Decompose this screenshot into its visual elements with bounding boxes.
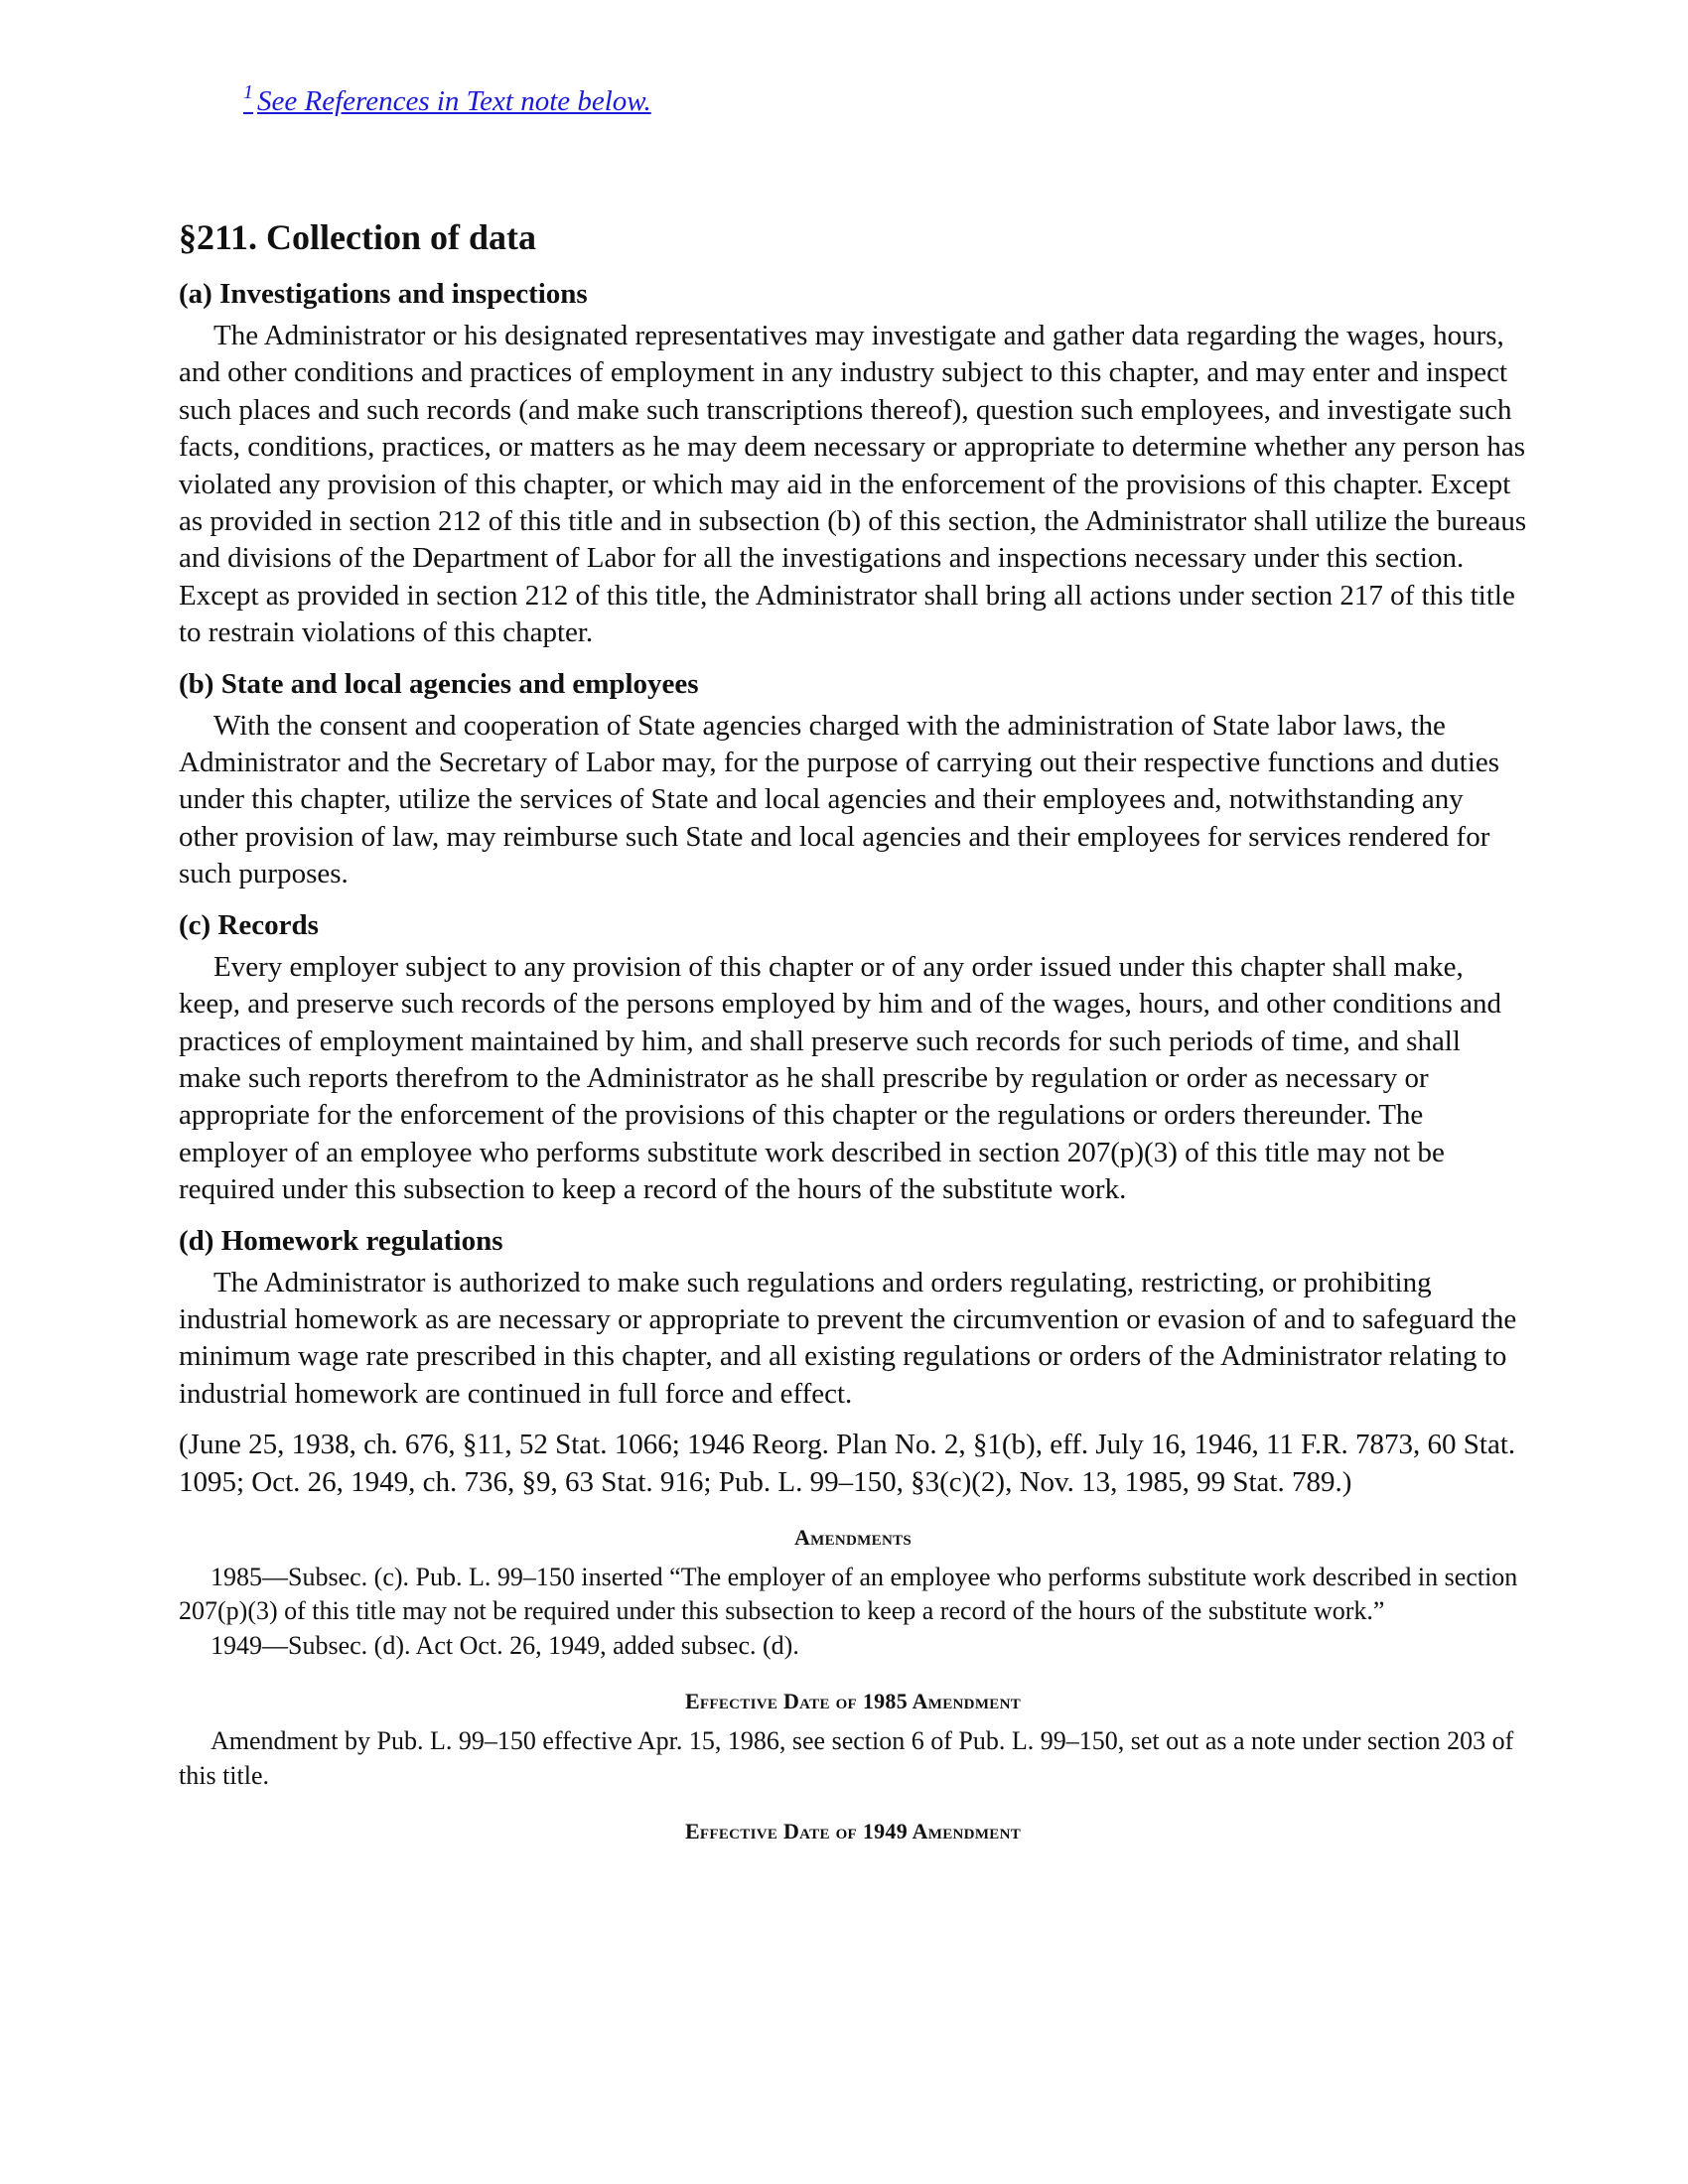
subsection-text: Every employer subject to any provision of this chapter or of any order issued under this chapter shall make, keep, and preserve such records of the persons employed by him and of the wages, hours, and other conditions and practices of employment maintained by him, and shall preserve such records for such periods of time, and shall make such reports therefrom to the Administrator as he shall prescribe by regulation or order as necessary or appropriate for the enforcement of the provisions of this chapter or the regulations or orders thereunder. The employer of an employee who performs substitute work described in section 207(p)(3) of this title may not be required under this subsection to keep a record of the hours of the substitute work. [179,950,1502,1206]
section-title: §211. Collection of data [179,217,536,257]
amendments-note [179,1523,1527,1664]
effective-1985-heading: Effective Date of 1985 Amendment [684,1689,1022,1714]
subsection-text: The Administrator is authorized to make such regulations and orders regulating, restricting, or prohibiting industrial homework as are necessary or appropriate to prevent the circumvention or evasion of and to safeguard the minimum wage rate prescribed in this chapter, and all existing regulations or orders of the Administrator relating to industrial homework are continued in full force and effect. [179,1266,1517,1410]
footnote-link[interactable] [243,81,651,118]
footnote-marker: 1 [243,81,253,103]
footnote-text: See References in Text note below. [257,85,651,117]
subsection-a [179,276,1527,652]
source-citation: (June 25, 1938, ch. 676, §11, 52 Stat. 1066; 1946 Reorg. Plan No. 2, §1(b), eff. July 16, 1946, 11 F.R. 7873, 60 Stat. 1095; Oct. 26, 1949, ch. 736, §9, 63 Stat. 916; Pub. L. 99–150, §3(c)(2), Nov. 13, 1985, 99 Stat. 789.) [179,1429,1516,1498]
amendment-item: 1949—Subsec. (d). Act Oct. 26, 1949, added subsec. (d). [211,1630,799,1660]
subsection-text: With the consent and cooperation of State agencies charged with the administration of State labor laws, the Administrator and the Secretary of Labor may, for the purpose of carrying out their respective functions and duties under this chapter, utilize the services of State and local agencies and their employees and, notwithstanding any other provision of law, may reimburse such State and local agencies and their employees for services rendered for such purposes. [179,709,1500,890]
amendments-heading: Amendments [793,1524,913,1550]
footnote-anchor[interactable] [243,81,651,117]
subsection-text: The Administrator or his designated representatives may investigate and gather data regarding the wages, hours, and other conditions and practices of employment in any industry subject to this chapter, and may enter and inspect such places and such records (and make such transcriptions thereof), question such employees, and investigate such facts, conditions, practices, or matters as he may deem necessary or appropriate to determine whether any person has violated any provision of this chapter, or which may aid in the enforcement of the provisions of this chapter. Except as provided in section 212 of this title and in subsection (b) of this section, the Administrator shall utilize the bureaus and divisions of the Department of Labor for all the investigations and inspections necessary under this section. Except as provided in section 212 of this title, the Administrator shall bring all actions under section 217 of this title to restrain violations of this chapter. [179,320,1527,649]
effective-1985-note [179,1687,1527,1793]
effective-1949-heading: Effective Date of 1949 Amendment [684,1819,1022,1844]
effective-1949-note [179,1817,1527,1846]
subsection-heading: (b) State and local agencies and employees [179,667,699,700]
subsection-c [179,907,1527,1209]
amendment-item: 1985—Subsec. (c). Pub. L. 99–150 inserted “The employer of an employee who performs substitute work described in section 207(p)(3) of this title may not be required under this subsection to keep a record of the hours of the substitute work.” [179,1562,1518,1626]
subsection-heading: (a) Investigations and inspections [179,278,588,310]
subsection-heading: (c) Records [179,908,319,941]
effective-1985-text: Amendment by Pub. L. 99–150 effective Apr. 15, 1986, see section 6 of Pub. L. 99–150, set out as a note under section 203 of this title. [179,1726,1514,1790]
subsection-b [179,666,1527,893]
subsection-heading: (d) Homework regulations [179,1224,503,1257]
section-body [179,276,1527,1870]
subsection-d [179,1223,1527,1414]
